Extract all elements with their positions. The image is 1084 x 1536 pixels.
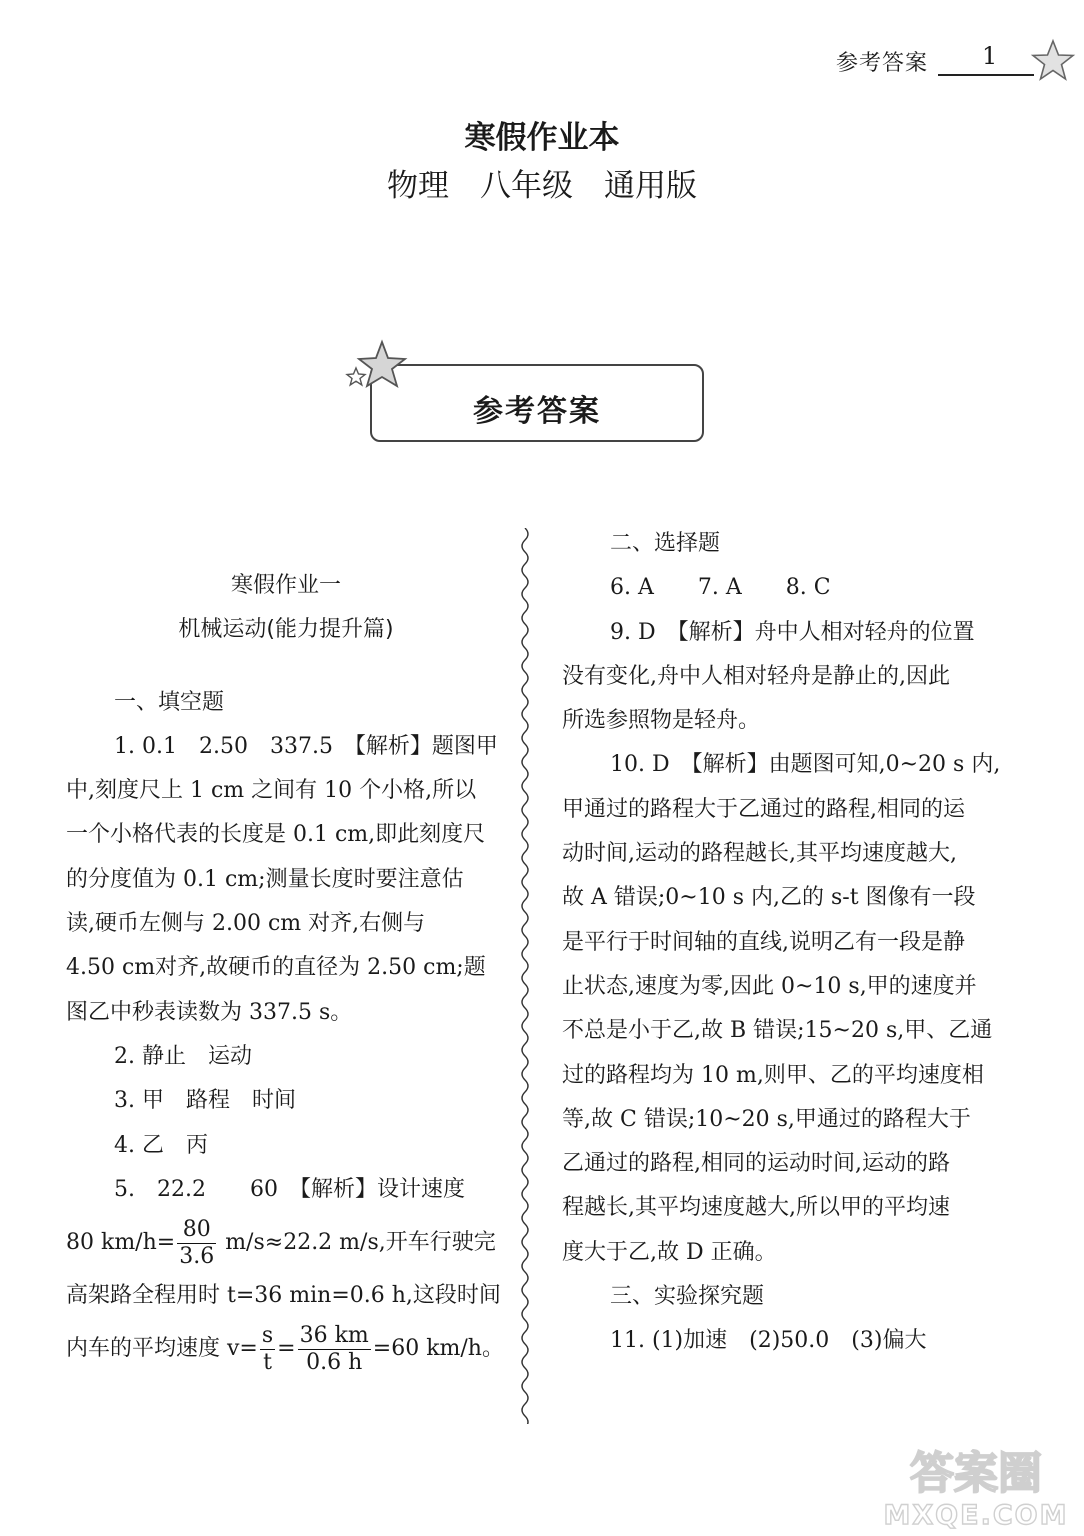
q11-answer: 11. (1)加速 (2)50.0 (3)偏大 [610, 1328, 927, 1354]
fraction [177, 1217, 216, 1270]
star-icon [342, 338, 412, 400]
q1-line: 中,刻度尺上 1 cm 之间有 10 个小格,所以 [66, 778, 477, 804]
fraction-numerator: 36 km [299, 1322, 369, 1348]
q1-line: 读,硬币左侧与 2.00 cm 对齐,右侧与 [66, 911, 426, 937]
fraction-numerator: s [261, 1322, 274, 1348]
experiment-heading: 三、实验探究题 [610, 1284, 765, 1310]
fill-blank-heading: 一、填空题 [114, 689, 225, 715]
q1-line: 一个小格代表的长度是 0.1 cm,即此刻度尺 [66, 822, 486, 848]
q6-8-answers: 6. A 7. A 8. C [610, 575, 831, 601]
q1-line: 4.50 cm对齐,故硬币的直径为 2.50 cm;题 [66, 955, 486, 981]
q10-line: 不总是小于乙,故 B 错误;15~20 s,甲、乙通 [562, 1018, 993, 1044]
choice-heading: 二、选择题 [610, 531, 721, 556]
q5-formula-line [66, 1212, 506, 1274]
q2-answer: 2. 静止 运动 [114, 1043, 252, 1069]
watermark-text: 答案圈 [910, 1448, 1042, 1499]
left-column [66, 564, 506, 1380]
q9-line: 没有变化,舟中人相对轻舟是静止的,因此 [562, 663, 950, 689]
q5-formula-line [66, 1318, 506, 1380]
q10-line: 程越长,其平均速度越大,所以甲的平均速 [562, 1195, 950, 1221]
fraction [260, 1323, 275, 1376]
q1-line: 图乙中秒表读数为 337.5 s。 [66, 999, 353, 1025]
q10-line: 甲通过的路程大于乙通过的路程,相同的运 [562, 796, 965, 822]
q10-line: 10. D 【解析】由题图可知,0~20 s 内, [610, 752, 1001, 778]
q9-line: 所选参照物是轻舟。 [562, 708, 761, 734]
q5-text: m/s≈22.2 m/s,开车行驶完 [218, 1230, 496, 1256]
q1-line: 1. 0.1 2.50 337.5 【解析】题图甲 [114, 733, 498, 759]
section-title: 寒假作业一 [230, 573, 341, 598]
watermark-logo [876, 1438, 1076, 1530]
page-number: 1 [982, 42, 998, 70]
star-icon [1030, 38, 1076, 84]
q10-line: 过的路程均为 10 m,则甲、乙的平均速度相 [562, 1062, 984, 1088]
q5-line: 高架路全程用时 t=36 min=0.6 h,这段时间 [66, 1283, 501, 1309]
fraction-denominator: 3.6 [179, 1243, 215, 1269]
q5-text: 80 km/h= [66, 1230, 176, 1256]
answer-banner-label: 参考答案 [473, 394, 601, 429]
q5-text: 内车的平均速度 v= [66, 1336, 258, 1362]
q4-answer: 4. 乙 丙 [114, 1132, 208, 1158]
q5-text: =60 km/h。 [372, 1336, 504, 1362]
q10-line: 等,故 C 错误;10~20 s,甲通过的路程大于 [562, 1106, 971, 1132]
right-column [562, 522, 1000, 1364]
section-subtitle: 机械运动(能力提升篇) [178, 617, 394, 643]
q3-answer: 3. 甲 路程 时间 [114, 1088, 296, 1114]
q5-text: = [277, 1336, 296, 1362]
watermark-url: MXQE.COM [883, 1500, 1069, 1530]
q10-line: 乙通过的路程,相同的运动时间,运动的路 [562, 1151, 950, 1177]
q10-line: 度大于乙,故 D 正确。 [562, 1239, 777, 1265]
fraction-denominator: t [263, 1349, 272, 1375]
header-rule [938, 74, 1034, 76]
q10-line: 止状态,速度为零,因此 0~10 s,甲的速度并 [562, 973, 977, 999]
fraction [298, 1323, 371, 1376]
q9-line: 9. D 【解析】舟中人相对轻舟的位置 [610, 619, 975, 645]
q10-line: 是平行于时间轴的直线,说明乙有一段是静 [562, 929, 965, 955]
book-title: 寒假作业本 [464, 120, 620, 156]
q1-line: 的分度值为 0.1 cm;测量长度时要注意估 [66, 866, 464, 892]
column-divider [516, 528, 534, 1424]
q10-line: 动时间,运动的路程越长,其平均速度越大, [562, 841, 957, 867]
running-header-label: 参考答案 [836, 51, 929, 76]
fraction-denominator: 0.6 h [306, 1349, 363, 1375]
q10-line: 故 A 错误;0~10 s 内,乙的 s-t 图像有一段 [562, 885, 976, 911]
fraction-numerator: 80 [177, 1217, 216, 1244]
book-subtitle: 物理 八年级 通用版 [387, 168, 697, 204]
q5-line: 5. 22.2 60 【解析】设计速度 [114, 1176, 465, 1202]
